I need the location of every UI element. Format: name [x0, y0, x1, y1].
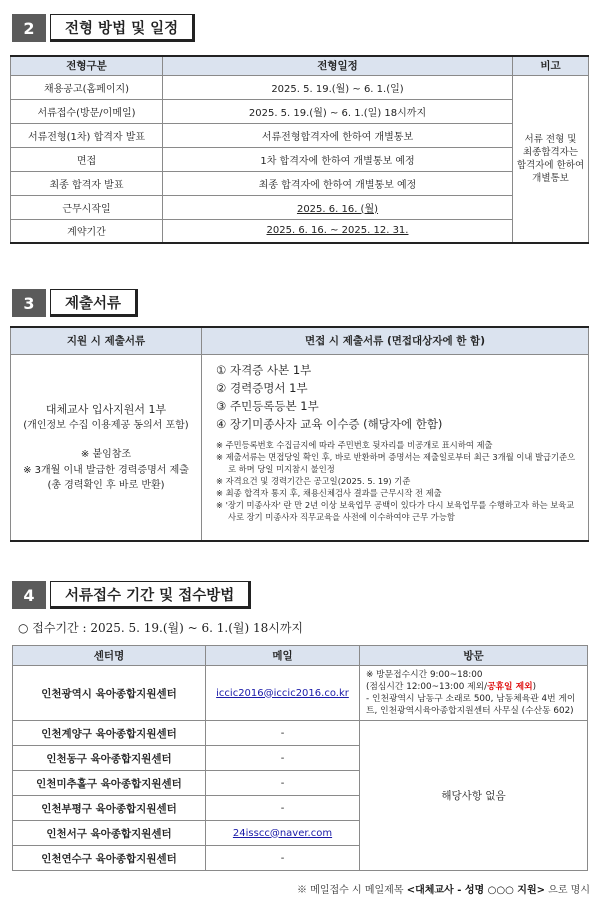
- center-cell: 인천계양구 육아종합지원센터: [13, 721, 206, 746]
- column-header: 방문: [360, 646, 588, 666]
- visit-cell: ※ 방문접수시간 9:00~18:00 (점심시간 12:00~13:00 제외/공휴일 제외) - 인천광역시 남동구 소래로 500, 남동체육관 4번 게이트, 인천광역시육아종합지원센터 사무실 (수산동 602): [360, 666, 588, 721]
- table-row: [11, 195, 589, 219]
- note: ※ '장기 미종사자' 란 만 2년 이상 보육업무 공백이 있다가 다시 보육업무를 수행하고자 하는 보육교사로 장기 미종사자 직무교육을 사전에 이수하여야 근무 가능함: [216, 499, 575, 522]
- center-cell: 인천부평구 육아종합지원센터: [13, 796, 206, 821]
- stage-cell: 근무시작일: [11, 195, 163, 219]
- stage-cell: 서류전형(1차) 합격자 발표: [11, 123, 163, 147]
- table-row: [11, 219, 589, 243]
- column-header: 지원 시 제출서류: [11, 327, 202, 354]
- interview-docs-cell: [202, 354, 589, 541]
- list-item: ④ 장기미종사자 교육 이수증 (해당자에 한함): [216, 416, 443, 431]
- mail-cell: -: [206, 771, 360, 796]
- section-number: 2: [12, 14, 46, 42]
- center-cell: 인천연수구 육아종합지원센터: [13, 846, 206, 871]
- stage-cell: 서류접수(방문/이메일): [11, 99, 163, 123]
- submission-table: [12, 645, 588, 871]
- mail-cell: [206, 821, 360, 846]
- schedule-cell: 2025. 6. 16. (월): [163, 195, 513, 219]
- list-item: ② 경력증명서 1부: [216, 380, 308, 395]
- table-row: [13, 721, 588, 746]
- table-row: [13, 666, 588, 721]
- visit-none-cell: 해당사항 없음: [360, 721, 588, 871]
- table-row: [11, 75, 589, 99]
- schedule-cell: 서류전형합격자에 한하여 개별통보: [163, 123, 513, 147]
- section-title: 서류접수 기간 및 접수방법: [50, 581, 251, 609]
- center-cell: 인천미추홀구 육아종합지원센터: [13, 771, 206, 796]
- table-row: [11, 147, 589, 171]
- section-number: 3: [12, 289, 46, 317]
- note: ※ 최종 합격자 통지 후, 채용신체검사 결과를 근무시작 전 제출: [216, 487, 442, 498]
- table-row: [11, 123, 589, 147]
- section-4-header: [12, 581, 251, 609]
- stage-cell: 면접: [11, 147, 163, 171]
- mail-cell: -: [206, 846, 360, 871]
- list-item: ③ 주민등록등본 1부: [216, 398, 319, 413]
- center-cell: 인천서구 육아종합지원센터: [13, 821, 206, 846]
- mail-cell: -: [206, 746, 360, 771]
- email-link[interactable]: 24isscc@naver.com: [232, 827, 333, 839]
- column-header: 센터명: [13, 646, 206, 666]
- column-header: 전형구분: [11, 56, 163, 75]
- column-header: 메일: [206, 646, 360, 666]
- schedule-cell: 2025. 5. 19.(월) ~ 6. 1.(일): [163, 75, 513, 99]
- schedule-cell: 최종 합격자에 한하여 개별통보 예정: [163, 171, 513, 195]
- mail-cell: -: [206, 796, 360, 821]
- center-cell: 인천광역시 육아종합지원센터: [13, 666, 206, 721]
- table-row: [11, 99, 589, 123]
- section-number: 4: [12, 581, 46, 609]
- schedule-cell: 2025. 5. 19.(월) ~ 6. 1.(일) 18시까지: [163, 99, 513, 123]
- schedule-cell: 1차 합격자에 한하여 개별통보 예정: [163, 147, 513, 171]
- submission-period: ○ 접수기간 : 2025. 5. 19.(월) ~ 6. 1.(월) 18시까지: [18, 621, 304, 635]
- email-link[interactable]: iccic2016@iccic2016.co.kr: [216, 687, 349, 699]
- column-header: 면접 시 제출서류 (면접대상자에 한 함): [202, 327, 589, 354]
- documents-table: [10, 326, 589, 542]
- section-3-header: [12, 289, 138, 317]
- schedule-table: [10, 55, 589, 244]
- stage-cell: 계약기간: [11, 219, 163, 243]
- mail-cell: [206, 666, 360, 721]
- schedule-cell: 2025. 6. 16. ~ 2025. 12. 31.: [163, 219, 513, 243]
- remark-cell: 서류 전형 및 최종합격자는 합격자에 한하여 개별통보: [513, 75, 589, 243]
- mail-cell: -: [206, 721, 360, 746]
- section-2-header: [12, 14, 195, 42]
- stage-cell: 최종 합격자 발표: [11, 171, 163, 195]
- stage-cell: 채용공고(홈페이지): [11, 75, 163, 99]
- section-title: 전형 방법 및 일정: [50, 14, 195, 42]
- list-item: ① 자격증 사본 1부: [216, 362, 312, 377]
- note: ※ 제출서류는 면접당일 확인 후, 바로 반환하며 증명서는 제출일로부터 최근 3개월 이내 발급기준으로 하며 당일 미지참시 불인정: [216, 451, 576, 474]
- column-header: 전형일정: [163, 56, 513, 75]
- apply-docs-cell: 대체교사 입사지원서 1부 (개인정보 수집 이용제공 동의서 포함) ※ 붙임참조 ※ 3개월 이내 발급한 경력증명서 제출 (총 경력확인 후 바로 반환): [11, 354, 202, 541]
- table-row: [11, 171, 589, 195]
- email-subject-note: ※ 메일접수 시 메일제목 <대체교사 - 성명 ○○○ 지원> 으로 명시: [297, 885, 590, 896]
- center-cell: 인천동구 육아종합지원센터: [13, 746, 206, 771]
- section-title: 제출서류: [50, 289, 138, 317]
- column-header: 비고: [513, 56, 589, 75]
- note: ※ 자격요건 및 경력기간은 공고일(2025. 5. 19) 기준: [216, 475, 411, 486]
- note: ※ 주민등록번호 수집금지에 따라 주민번호 뒷자리를 비공개로 표시하여 제출: [216, 439, 493, 450]
